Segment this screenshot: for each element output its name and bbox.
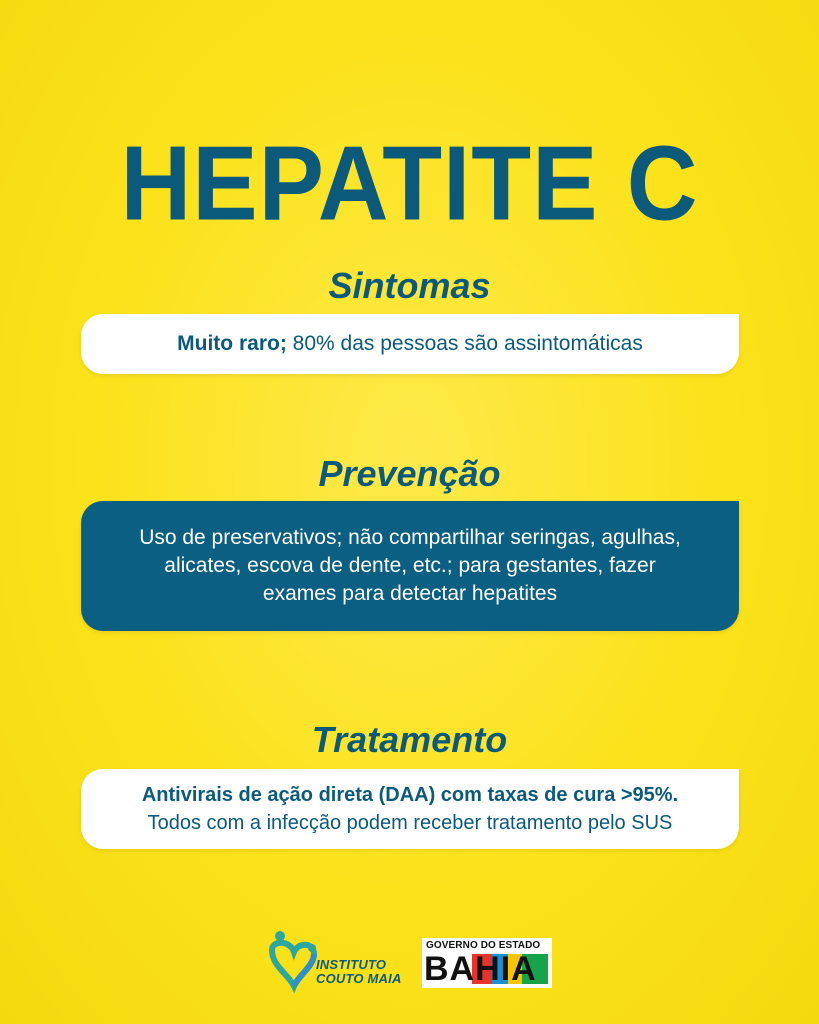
instituto-couto-maia-wordmark: INSTITUTO COUTO MAIA (316, 957, 402, 986)
tratamento-bold: Antivirais de ação direta (DAA) com taxas de cura >95%. (141, 784, 679, 806)
sintomas-text (177, 332, 643, 356)
sintomas-rest: 80% das pessoas são assintomáticas (286, 332, 643, 355)
sintomas-bold: Muito raro; (177, 332, 287, 355)
heading-prevencao: Prevenção (318, 453, 501, 494)
heading-tratamento: Tratamento (311, 719, 508, 760)
tratamento-card (81, 769, 739, 849)
prevencao-line-3: exames para detectar hepatites (262, 582, 558, 605)
tratamento-text: Todos com a infecção podem receber tratamento pelo SUS (147, 812, 673, 834)
prevencao-line-2: alicates, escova de dente, etc.; para gestantes, fazer (164, 554, 656, 577)
sintomas-card (81, 314, 739, 374)
prevencao-card (81, 501, 739, 631)
prevencao-line-1: Uso de preservativos; não compartilhar seringas, agulhas, (139, 526, 681, 549)
heading-sintomas: Sintomas (328, 265, 491, 306)
page-title: HEPATITE C (120, 123, 699, 243)
footer-logos (0, 928, 819, 998)
governo-label: GOVERNO DO ESTADO (426, 940, 541, 951)
bahia-label: BAHIA (424, 950, 537, 988)
